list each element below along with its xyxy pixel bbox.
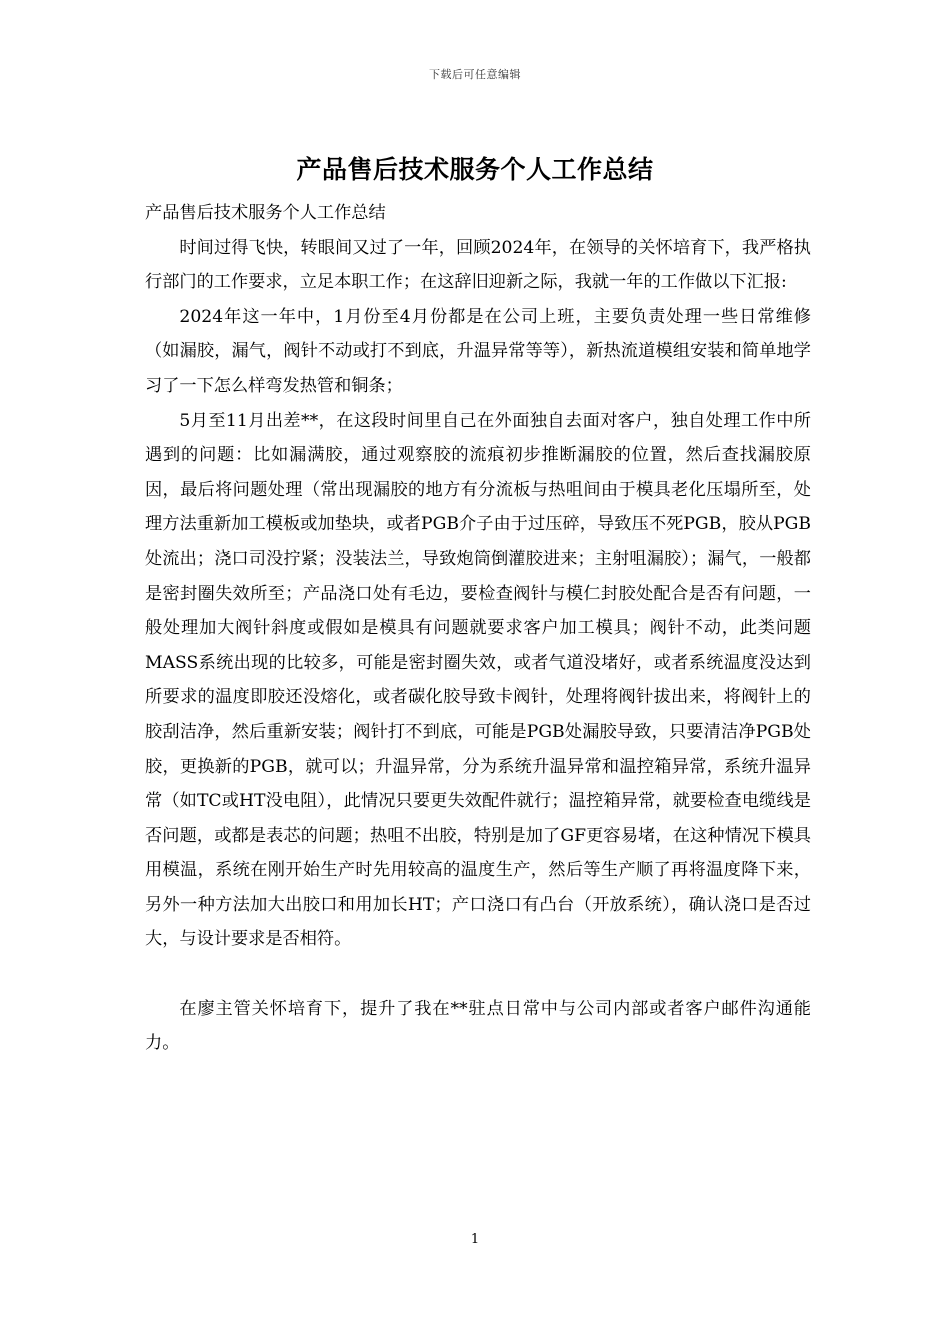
paragraph-jan-apr: 2024年这一年中，1月份至4月份都是在公司上班，主要负责处理一些日常维修（如漏胶，漏气，阀针不动或打不到底，升温异常等等），新热流道模组安装和简单地学习了一下怎么样弯发热管和铜条；	[145, 306, 811, 396]
document-title: 产品售后技术服务个人工作总结	[296, 155, 654, 184]
document-body	[145, 196, 811, 1061]
paragraph-may-nov: 5月至11月出差**，在这段时间里自己在外面独自去面对客户，独自处理工作中所遇到的问题：比如漏满胶，通过观察胶的流痕初步推断漏胶的位置，然后查找漏胶原因，最后将问题处理（常出现漏胶的地方有分流板与热咀间由于模具老化压塌所至，处理方法重新加工模板或加垫块，或者PGB介子由于过压碎，导致压不死PGB，胶从PGB处流出；浇口司没拧紧；没装法兰，导致炮筒倒灌胶进来；主射咀漏胶）；漏气，一般都是密封圈失效所至；产品浇口处有毛边，要检查阀针与模仁封胶处配合是否有问题，一般处理加大阀针斜度或假如是模具有问题就要求客户加工模具；阀针不动，此类问题MASS系统出现的比较多，可能是密封圈失效，或者气道没堵好，或者系统温度没达到所要求的温度即胶还没熔化，或者碳化胶导致卡阀针，处理将阀针拔出来，将阀针上的胶刮洁净，然后重新安装；阀针打不到底，可能是PGB处漏胶导致，只要清洁净PGB处胶，更换新的PGB，就可以；升温异常，分为系统升温异常和温控箱异常，系统升温异常（如TC或HT没电阻），此情况只要更失效配件就行；温控箱异常，就要检查电缆线是否问题，或都是表芯的问题；热咀不出胶，特别是加了GF更容易堵，在这种情况下模具用模温，系统在刚开始生产时先用较高的温度生产，然后等生产顺了再将温度降下来，另外一种方法加大出胶口和用加长HT；产口浇口有凸台（开放系统），确认浇口是否过大，与设计要求是否相符。	[145, 410, 811, 950]
paragraph-intro: 时间过得飞快，转眼间又过了一年，回顾2024年，在领导的关怀培育下，我严格执行部门的工作要求，立足本职工作；在这辞旧迎新之际，我就一年的工作做以下汇报:	[145, 237, 811, 293]
page-number: 1	[470, 1232, 480, 1247]
paragraph-communication: 在廖主管关怀培育下，提升了我在**驻点日常中与公司内部或者客户邮件沟通能力。	[145, 998, 811, 1054]
document-subtitle: 产品售后技术服务个人工作总结	[145, 203, 386, 223]
header-note: 下载后可任意编辑	[429, 68, 521, 81]
